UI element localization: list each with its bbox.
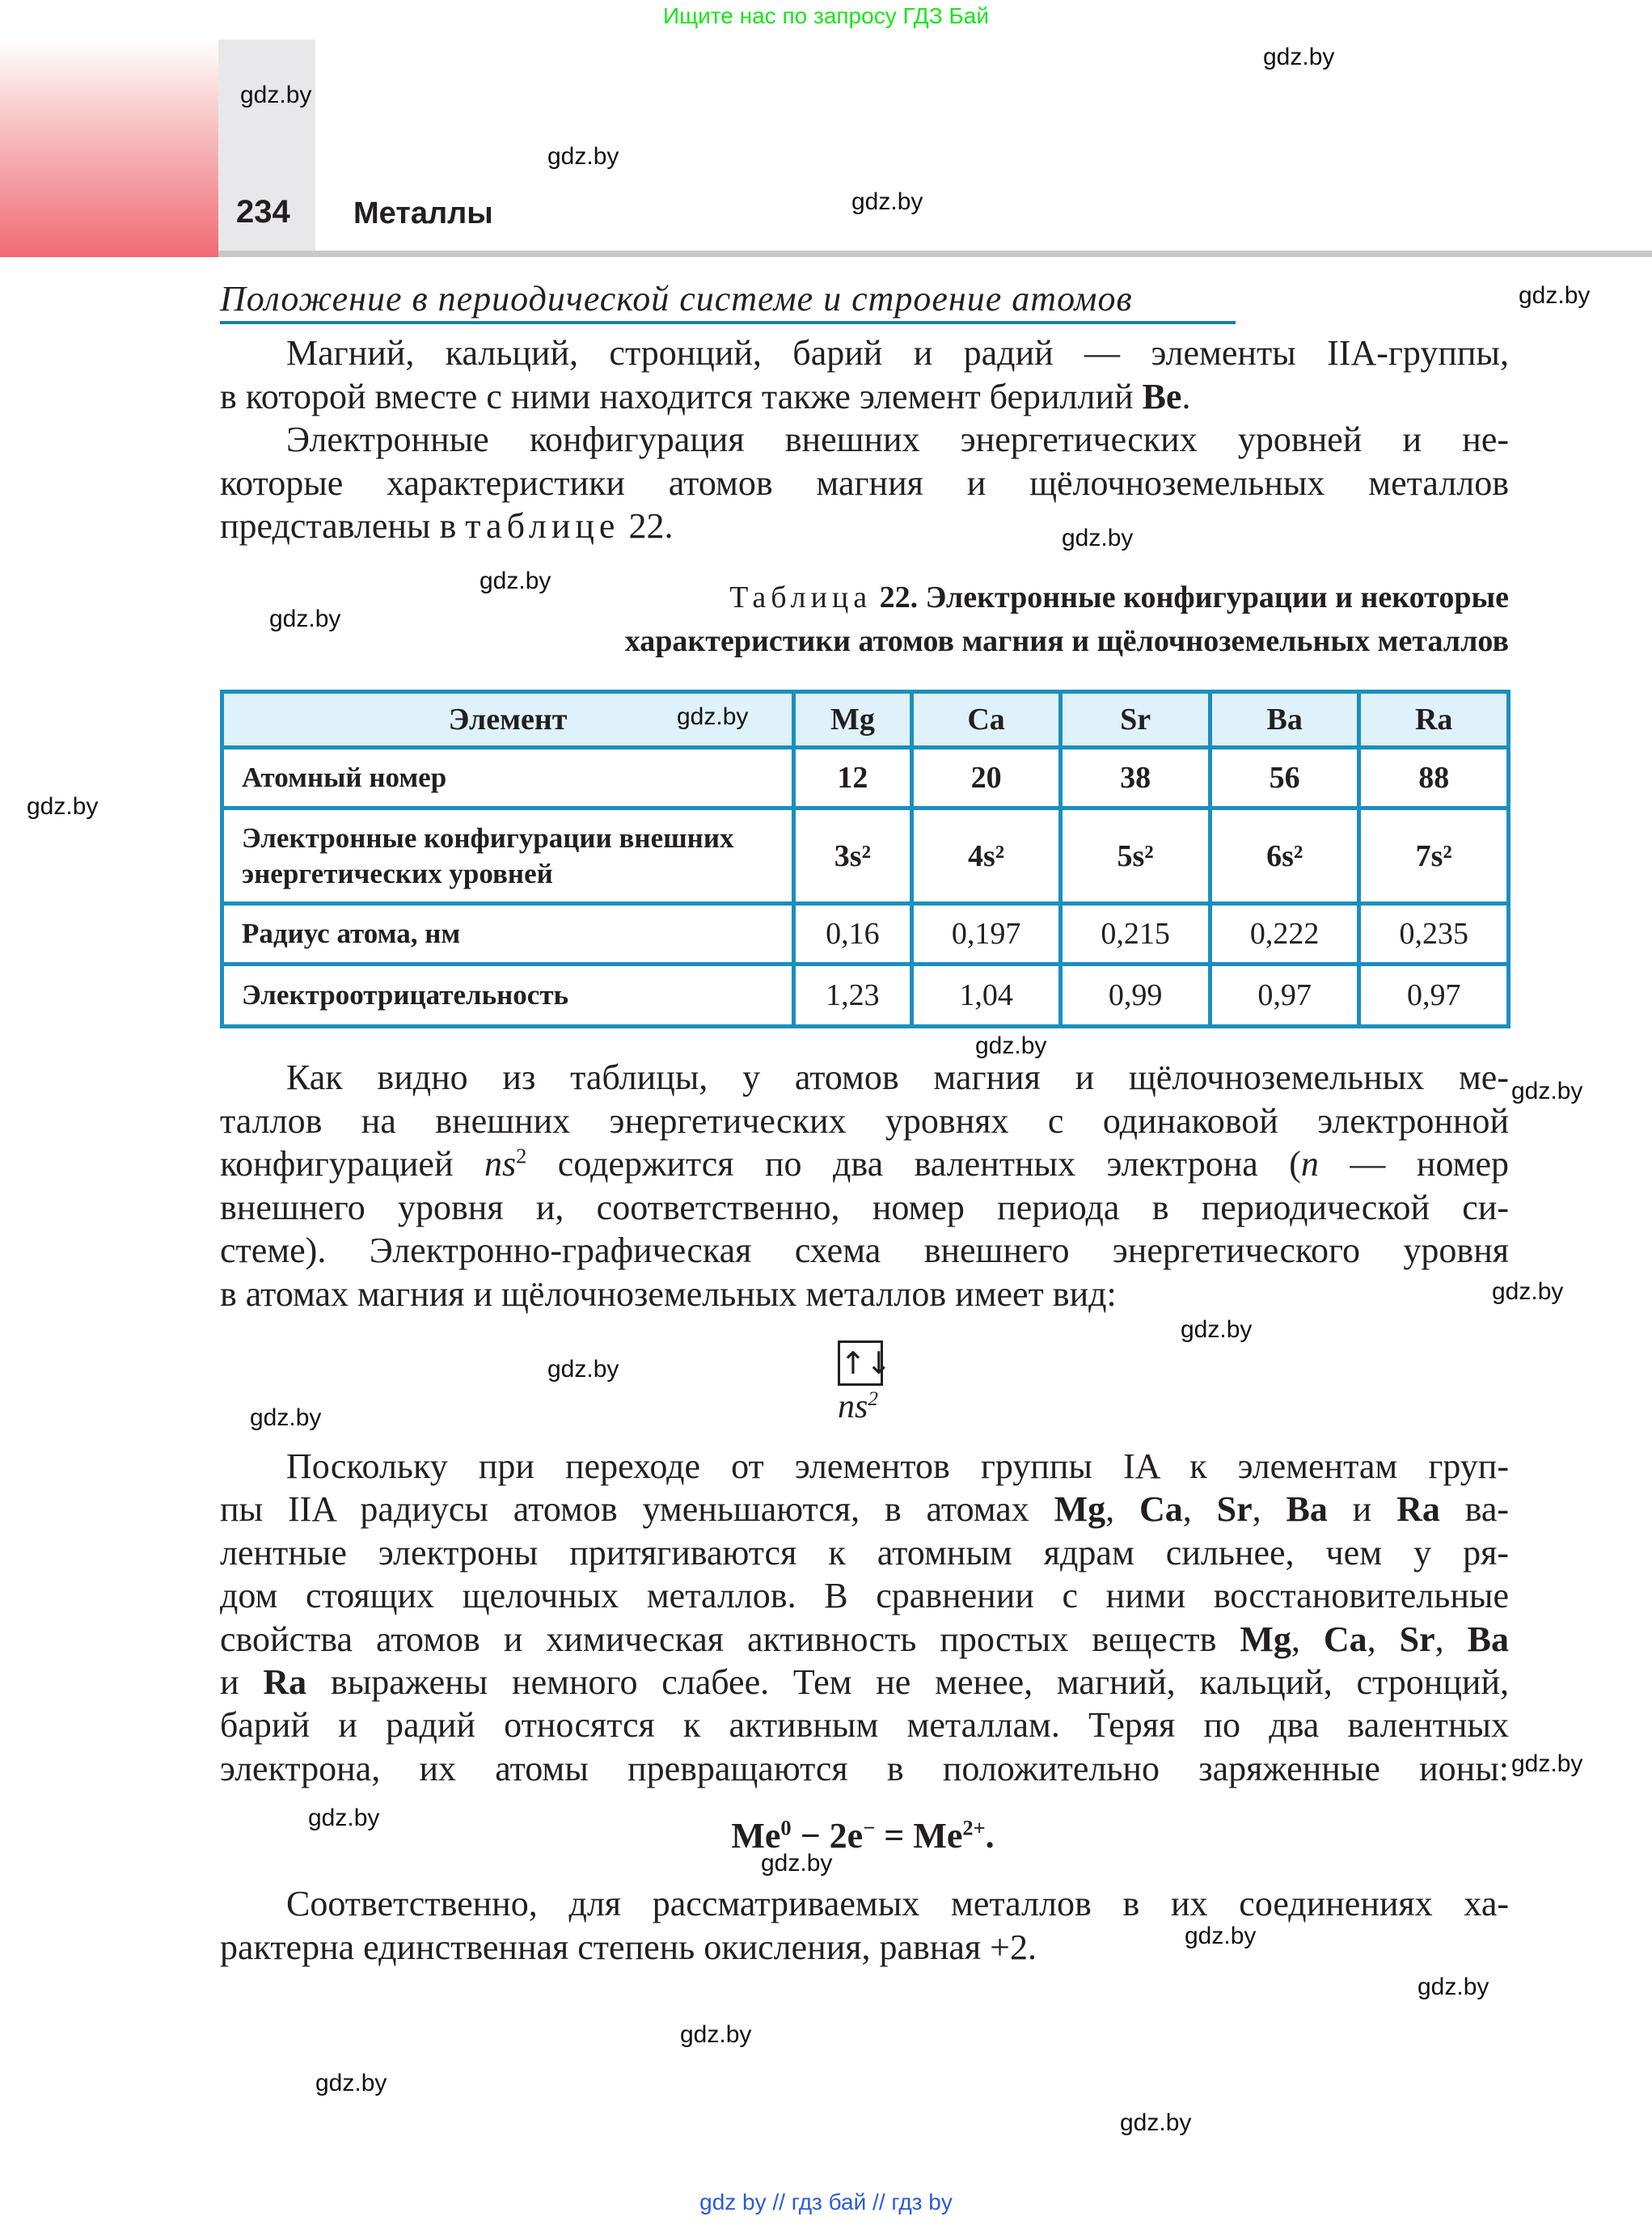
cell: 38: [1061, 748, 1210, 809]
text-segment: которые характеристики атомов магния и щёлочноземельных металлов: [220, 462, 1509, 503]
cell: 20: [911, 748, 1061, 809]
text-segment: пы IIA радиусы атомов уменьшаются, в атомах: [220, 1489, 1054, 1530]
text-segment: представлены в: [220, 506, 466, 546]
text-segment: Поскольку при переходе от элементов группы IA к элементам груп-: [286, 1446, 1509, 1486]
text-line: [220, 1662, 1509, 1703]
text-line: [220, 1884, 1509, 1924]
watermark: gdz.by: [680, 2021, 752, 2048]
text-segment: Магний, кальций, стронций, барий и радий — элементы IIA-группы,: [286, 333, 1509, 373]
orbital-label: [838, 1387, 878, 1426]
text-segment: ва-: [1439, 1489, 1510, 1530]
text-segment: в атомах магния и щёлочноземельных металлов имеет вид:: [220, 1273, 1117, 1314]
text-segment: лентные электроны притягиваются к атомным ядрам сильнее, чем у ря-: [220, 1532, 1509, 1573]
text-segment: ,: [1434, 1619, 1468, 1659]
cell: 56: [1210, 748, 1359, 809]
text-line: [220, 1927, 1509, 1968]
text-line: [220, 420, 1509, 460]
watermark: gdz.by: [1263, 44, 1335, 70]
cell: 0,16: [794, 904, 912, 965]
watermark: gdz.by: [480, 568, 551, 594]
row-label: Электроотрицательность: [222, 965, 794, 1027]
caption-line-2: характеристики атомов магния и щёлочноземельных металлов: [624, 624, 1509, 658]
text-segment: 0: [780, 1815, 792, 1840]
row-label: Радиус атома, нм: [222, 904, 794, 965]
chapter-title: Металлы: [353, 196, 493, 230]
caption-line-1: 22. Электронные конфигурации и некоторые: [872, 581, 1509, 614]
section-heading: Положение в периодической системе и строение атомов: [220, 278, 1236, 324]
text-segment: = Me: [875, 1816, 963, 1856]
text-segment: — номер: [1318, 1144, 1509, 1184]
header-cell: Ra: [1359, 692, 1509, 748]
text-line: [220, 1231, 1509, 1271]
text-segment: Ca: [1139, 1489, 1183, 1530]
watermark: gdz.by: [761, 1850, 833, 1877]
cell: 6s²: [1210, 809, 1359, 904]
text-line: [220, 1576, 1509, 1616]
text-segment: Be: [1142, 376, 1182, 416]
text-segment: ,: [1291, 1619, 1324, 1659]
watermark: gdz.by: [1519, 282, 1591, 309]
text-line: [220, 463, 1509, 504]
cell: 3s²: [794, 809, 912, 904]
text-segment: содержится по два валентных электрона (: [526, 1144, 1301, 1184]
watermark: gdz.by: [1181, 1316, 1253, 1343]
watermark: gdz.by: [315, 2070, 387, 2096]
watermark: gdz.by: [677, 703, 749, 730]
cell: 0,97: [1210, 965, 1359, 1027]
text-segment: конфигурацией: [220, 1144, 484, 1184]
text-segment: барий и радий относятся к активным металлам. Теряя по два валентных: [220, 1705, 1509, 1746]
watermark: gdz.by: [975, 1032, 1047, 1059]
text-line: [220, 1489, 1509, 1530]
watermark: gdz.by: [308, 1805, 380, 1831]
cell: 1,04: [911, 965, 1061, 1027]
text-segment: Sr: [1399, 1619, 1435, 1659]
page-corner-decoration: [0, 40, 218, 257]
text-segment: стеме). Электронно-графическая схема внешнего энергетического уровня: [220, 1231, 1509, 1270]
text-line: [220, 1749, 1509, 1789]
cell: 88: [1359, 748, 1509, 809]
watermark: gdz.by: [1062, 525, 1134, 551]
watermark: gdz.by: [27, 793, 99, 820]
header-cell: Элемент: [222, 692, 794, 748]
watermark: gdz.by: [269, 606, 341, 632]
cell: 5s²: [1061, 809, 1210, 904]
text-segment: таблице: [465, 506, 620, 546]
table-caption: [453, 576, 1509, 663]
watermark: gdz.by: [851, 188, 923, 215]
footer-links[interactable]: gdz by // гдз бай // гдз by: [699, 2189, 953, 2214]
text-line: [220, 333, 1509, 374]
text-segment: таллов на внешних энергетических уровнях с одинаковой электронной: [220, 1100, 1509, 1141]
text-segment: Как видно из таблицы, у атомов магния и щёлочноземельных ме-: [286, 1058, 1509, 1097]
watermark: gdz.by: [1418, 1974, 1489, 2000]
text-segment: и: [1327, 1489, 1397, 1530]
text-line: [220, 1144, 1509, 1184]
table-row: [222, 748, 1509, 809]
orbital-box: ↑↓: [838, 1340, 883, 1386]
text-segment: и: [220, 1662, 264, 1702]
caption-label: Таблица: [729, 581, 872, 614]
header-cell: Ca: [911, 692, 1061, 748]
table-row: [222, 965, 1509, 1027]
header-cell: Sr: [1061, 692, 1210, 748]
watermark: gdz.by: [547, 143, 619, 170]
text-segment: ,: [1182, 1489, 1217, 1530]
text-segment: Ca: [1323, 1619, 1367, 1659]
orbital-label-text: ns: [838, 1388, 868, 1425]
orbital-label-sup: 2: [868, 1388, 878, 1410]
text-segment: выражены немного слабее. Тем не менее, магний, кальций, стронций,: [306, 1662, 1509, 1702]
cell: 1,23: [794, 965, 912, 1027]
text-segment: Соответственно, для рассматриваемых металлов в их соединениях ха-: [286, 1884, 1509, 1923]
watermark: gdz.by: [1511, 1078, 1583, 1104]
watermark: gdz.by: [1492, 1278, 1564, 1305]
text-segment: ,: [1105, 1489, 1140, 1530]
text-segment: Электронные конфигурация внешних энергетических уровней и не-: [286, 420, 1509, 459]
watermark: gdz.by: [240, 82, 312, 108]
table-row: [222, 904, 1509, 965]
header-divider: [218, 251, 1652, 257]
cell: 7s²: [1359, 809, 1509, 904]
page-number: 234: [236, 194, 290, 230]
watermark: gdz.by: [1120, 2109, 1192, 2136]
cell: 0,235: [1359, 904, 1509, 965]
text-segment: .: [985, 1816, 995, 1856]
search-banner: Ищите нас по запросу ГДЗ Бай: [662, 3, 990, 28]
text-segment: Ba: [1286, 1489, 1328, 1530]
text-segment: Sr: [1216, 1489, 1253, 1530]
table-row: [222, 809, 1509, 904]
watermark: gdz.by: [547, 1356, 619, 1383]
cell: 0,99: [1061, 965, 1210, 1027]
elements-table: [220, 690, 1510, 1028]
text-segment: −: [863, 1815, 876, 1840]
text-line: [220, 1058, 1509, 1098]
text-segment: .: [1181, 376, 1191, 416]
text-segment: дом стоящих щелочных металлов. В сравнении с ними восстановительные: [220, 1576, 1509, 1616]
text-line: [220, 1446, 1509, 1487]
text-segment: 2: [516, 1143, 527, 1168]
text-segment: Ra: [1396, 1489, 1440, 1530]
text-segment: 22.: [619, 506, 674, 546]
text-segment: Me: [731, 1816, 781, 1856]
cell: 4s²: [911, 809, 1061, 904]
text-segment: рактерна единственная степень окисления, равная +2.: [220, 1927, 1037, 1967]
text-segment: 2+: [962, 1815, 986, 1840]
text-line: [220, 1705, 1509, 1746]
text-segment: ,: [1367, 1619, 1400, 1659]
text-segment: свойства атомов и химическая активность простых веществ: [220, 1619, 1240, 1659]
text-segment: в которой вместе с ними находится также элемент бериллий: [220, 376, 1143, 416]
header-cell: Mg: [794, 692, 912, 748]
row-label: Атомный номер: [222, 748, 794, 809]
text-line: [220, 506, 1509, 547]
text-line: [220, 1101, 1509, 1142]
cell: 12: [794, 748, 912, 809]
watermark: gdz.by: [1511, 1750, 1583, 1777]
text-segment: внешнего уровня и, соответственно, номер периода в периодической си-: [220, 1187, 1509, 1227]
text-segment: Ra: [263, 1662, 307, 1702]
text-line: [220, 1274, 1509, 1315]
text-line: [220, 1533, 1509, 1573]
text-segment: − 2e: [791, 1816, 864, 1856]
text-line: [220, 1188, 1509, 1228]
watermark: gdz.by: [250, 1404, 322, 1431]
cell: 0,97: [1359, 965, 1509, 1027]
text-segment: электрона, их атомы превращаются в положительно заряженные ионы:: [220, 1748, 1509, 1788]
cell: 0,197: [911, 904, 1061, 965]
text-segment: ,: [1252, 1489, 1287, 1530]
text-segment: ns: [484, 1144, 517, 1184]
text-segment: Mg: [1240, 1619, 1291, 1659]
table-header-row: [222, 692, 1509, 748]
header-cell: Ba: [1210, 692, 1359, 748]
text-segment: Ba: [1467, 1619, 1509, 1659]
watermark: gdz.by: [1185, 1923, 1257, 1949]
text-line: [220, 377, 1509, 417]
text-line: [220, 1619, 1509, 1660]
cell: 0,222: [1210, 904, 1359, 965]
text-segment: n: [1300, 1144, 1319, 1184]
cell: 0,215: [1061, 904, 1210, 965]
row-label: Электронные конфигурации внешних энергетических уровней: [222, 809, 794, 904]
text-segment: Mg: [1054, 1489, 1106, 1530]
